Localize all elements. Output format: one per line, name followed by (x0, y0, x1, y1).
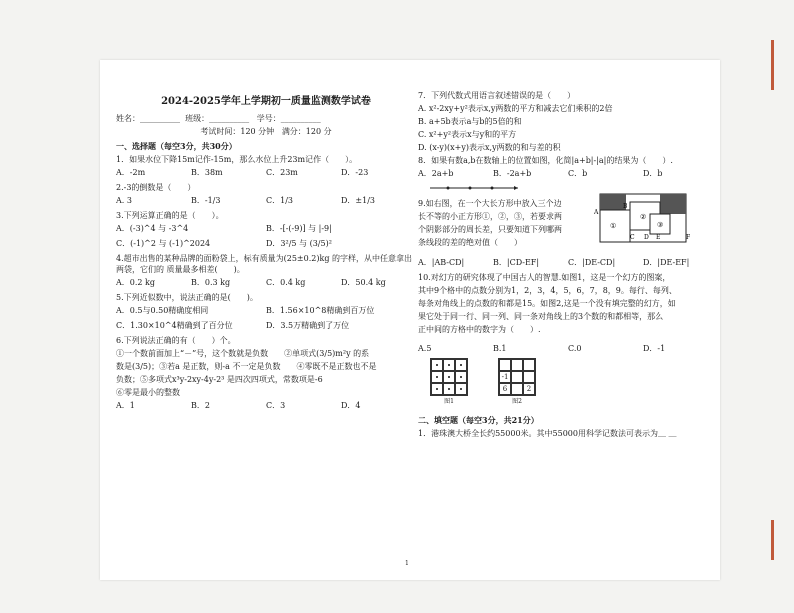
magic-square-fig2 (498, 358, 536, 407)
name-label: 姓名：__________ (116, 114, 180, 123)
cell (511, 359, 523, 371)
cell (443, 371, 455, 383)
label-c: C (630, 234, 635, 241)
cell (431, 359, 443, 371)
option: D．50.4 kg (341, 278, 386, 287)
id-label: 学号：__________ (256, 114, 321, 123)
q10-line-3: 每条对角线上的点数的和都是15。如图2,这是一个没有填完整的幻方，如 (418, 299, 676, 308)
cell (523, 371, 535, 383)
cell: 2 (523, 383, 535, 395)
exam-title: 2024-2025学年上学期初一质量监测数学试卷 (161, 96, 371, 107)
option: C．|DE-CD| (568, 258, 616, 267)
option: B．-[-(-9)] 与 |-9| (266, 224, 332, 233)
option: A. 3 (116, 196, 132, 205)
q10-line-1: 10.对幻方的研究体现了中国古人的智慧.如图1，这是一个幻方的图案， (418, 273, 671, 282)
square-3-label: ③ (657, 221, 664, 229)
option: B．2 (191, 401, 210, 410)
option: A.5 (418, 344, 432, 353)
exam-paper (100, 60, 720, 580)
option: A．2a+b (418, 169, 454, 178)
section1-heading: 一、选择题（每空3分，共30分） (116, 141, 237, 151)
q7-option-b: B. a+5b表示a与b的5倍的和 (418, 117, 522, 126)
cell (455, 383, 467, 395)
left-column (116, 88, 416, 415)
q4-options (116, 277, 416, 288)
q5-options-row2 (116, 320, 416, 331)
option: C．23m (266, 168, 298, 177)
cell (523, 359, 535, 371)
option: C．0.4 kg (266, 278, 306, 287)
question-2: 2.-3的倒数是（ ） (116, 183, 196, 192)
cell (499, 359, 511, 371)
cell (455, 371, 467, 383)
q6-statement-1: ①一个数前面加上“－”号，这个数就是负数 ②单项式(3/5)m²y 的系 (116, 349, 370, 358)
label-a: A (594, 209, 599, 216)
cell: 6 (499, 383, 511, 395)
q6-statement-3: 负数；⑤多项式x³y-2xy-4y-2³ 是四次四项式，常数项是-6 (116, 375, 323, 384)
q3-options-row1 (116, 223, 416, 234)
time-line: 考试时间：120 分钟 (200, 127, 275, 136)
question-7: 7．下列代数式用语言叙述错误的是（ ） (418, 91, 576, 100)
option: B．1.56×10^8精确到百万位 (266, 306, 375, 315)
option: B.1 (493, 344, 507, 353)
question-5: 5.下列近似数中，说法正确的是( )。 (116, 293, 258, 302)
q9-line-2: 长不等的小正方形①，②，③，若要求两 (418, 212, 562, 221)
label-b: B (623, 203, 628, 210)
q6-statement-4: ⑥零是最小的整数 (116, 388, 180, 397)
label-d: D (644, 234, 649, 241)
cell (443, 359, 455, 371)
cell (431, 371, 443, 383)
square-2-label: ② (640, 213, 647, 221)
option: B．|CD-EF| (493, 258, 540, 267)
square-1-label: ① (610, 222, 617, 230)
option: A．1 (116, 401, 135, 410)
option: D．-23 (341, 168, 369, 177)
q8-options (418, 168, 718, 179)
magic-square-figures (430, 358, 718, 407)
q10-line-5: 正中间的方格中的数字为（ ）. (418, 325, 541, 334)
magic-square-fig1 (430, 358, 468, 407)
q9-line-4: 条线段的差的绝对值（ ） (418, 238, 522, 247)
option: A．0.5与0.50精确度相同 (116, 306, 209, 315)
option: C．b (568, 169, 588, 178)
option: A．-2m (116, 168, 146, 177)
q5-options-row1 (116, 305, 416, 316)
option: D．±1/3 (341, 196, 375, 205)
q7-option-c: C. x²+y²表示x与y和的平方 (418, 130, 517, 139)
option: C．3 (266, 401, 286, 410)
option: C．(-1)^2 与 (-1)^2024 (116, 239, 211, 248)
question-6: 6.下列说法正确的有（ ）个。 (116, 336, 236, 345)
q7-option-a: A. x²-2xy+y²表示x,y两数的平方和减去它们乘积的2倍 (418, 104, 613, 113)
score-line: 满分：120 分 (281, 127, 332, 136)
question-8: 8．如果有数a,b在数轴上的位置如图，化简|a+b|-|a|的结果为（ ）. (418, 156, 673, 165)
q9-block (418, 198, 718, 256)
page-number: 1 (405, 560, 409, 567)
cell (443, 383, 455, 395)
exam-meta (116, 126, 416, 137)
section2-heading: 二、填空题（每空3分，共21分） (418, 415, 539, 425)
option: D．-1 (643, 344, 666, 353)
q9-line-1: 9.如右图，在一个大长方形中放入三个边 (418, 199, 562, 208)
option: C．1.30×10^4精确到了百分位 (116, 321, 233, 330)
number-line-figure (430, 183, 520, 193)
cell: -1 (499, 371, 511, 383)
option: D．3²/5 与 (3/5)² (266, 239, 332, 248)
magic-square-dots-grid (430, 358, 468, 396)
question-1: 1．如果水位下降15m记作-15m，那么水位上升23m记作（ ）。 (116, 155, 358, 164)
option: A．(-3)^4 与 -3^4 (116, 224, 189, 233)
q10-line-4: 果它处于同一行、同一列、同一条对角线上的3个数的和都相等，那么 (418, 312, 664, 321)
cell (455, 359, 467, 371)
option: B．-1/3 (191, 196, 221, 205)
cell (511, 383, 523, 395)
option: D．|DE-EF| (643, 258, 690, 267)
q10-line-2: 其中9个格中的点数分别为1，2，3，4，5，6，7，8，9。每行、每列、 (418, 286, 677, 295)
label-e: E (656, 234, 661, 241)
student-info (116, 113, 416, 124)
option: D．b (643, 169, 663, 178)
q7-option-d: D. (x-y)(x+y)表示x,y两数的和与差的积 (418, 143, 561, 152)
rectangle-squares-figure (594, 192, 690, 246)
q10-options (418, 343, 718, 354)
fig1-caption: 图1 (444, 398, 454, 405)
option: D．4 (341, 401, 361, 410)
q6-options (116, 400, 416, 411)
cell (431, 383, 443, 395)
page-edge-mark (771, 40, 774, 90)
fig2-caption: 图2 (512, 398, 522, 405)
option: C．1/3 (266, 196, 293, 205)
class-label: 班级：__________ (185, 114, 250, 123)
q3-options-row2 (116, 238, 416, 249)
option: B．38m (191, 168, 223, 177)
q9-options (418, 257, 718, 268)
question-3: 3.下列运算正确的是（ ）。 (116, 211, 224, 220)
question-4: 4.超市出售的某种品牌的面粉袋上，标有质量为(25±0.2)kg 的字样，从中任意拿出两袋，它们的 质量最多相差( )。 (116, 254, 412, 274)
option: B．0.3 kg (191, 278, 231, 287)
q1-options (116, 167, 416, 178)
q2-options (116, 195, 416, 206)
page-edge-mark-bottom (771, 520, 774, 560)
magic-square-numbers-grid (498, 358, 536, 396)
option: C.0 (568, 344, 582, 353)
right-column (418, 88, 718, 441)
fill-question-1: 1．港珠澳大桥全长约55000米。其中55000用科学记数法可表示为＿ ＿ (418, 429, 677, 438)
option: D．3.5万精确到了万位 (266, 321, 350, 330)
q9-line-3: 个阴影部分的周长差，只要知道下列哪两 (418, 225, 562, 234)
label-f: F (686, 234, 690, 241)
cell (511, 371, 523, 383)
option: A．0.2 kg (116, 278, 156, 287)
option: B．-2a+b (493, 169, 532, 178)
q6-statement-2: 数是(3/5)；③若a 是正数，则-a 不一定是负数 ④零既不是正数也不是 (116, 362, 377, 371)
option: A．|AB-CD| (418, 258, 465, 267)
